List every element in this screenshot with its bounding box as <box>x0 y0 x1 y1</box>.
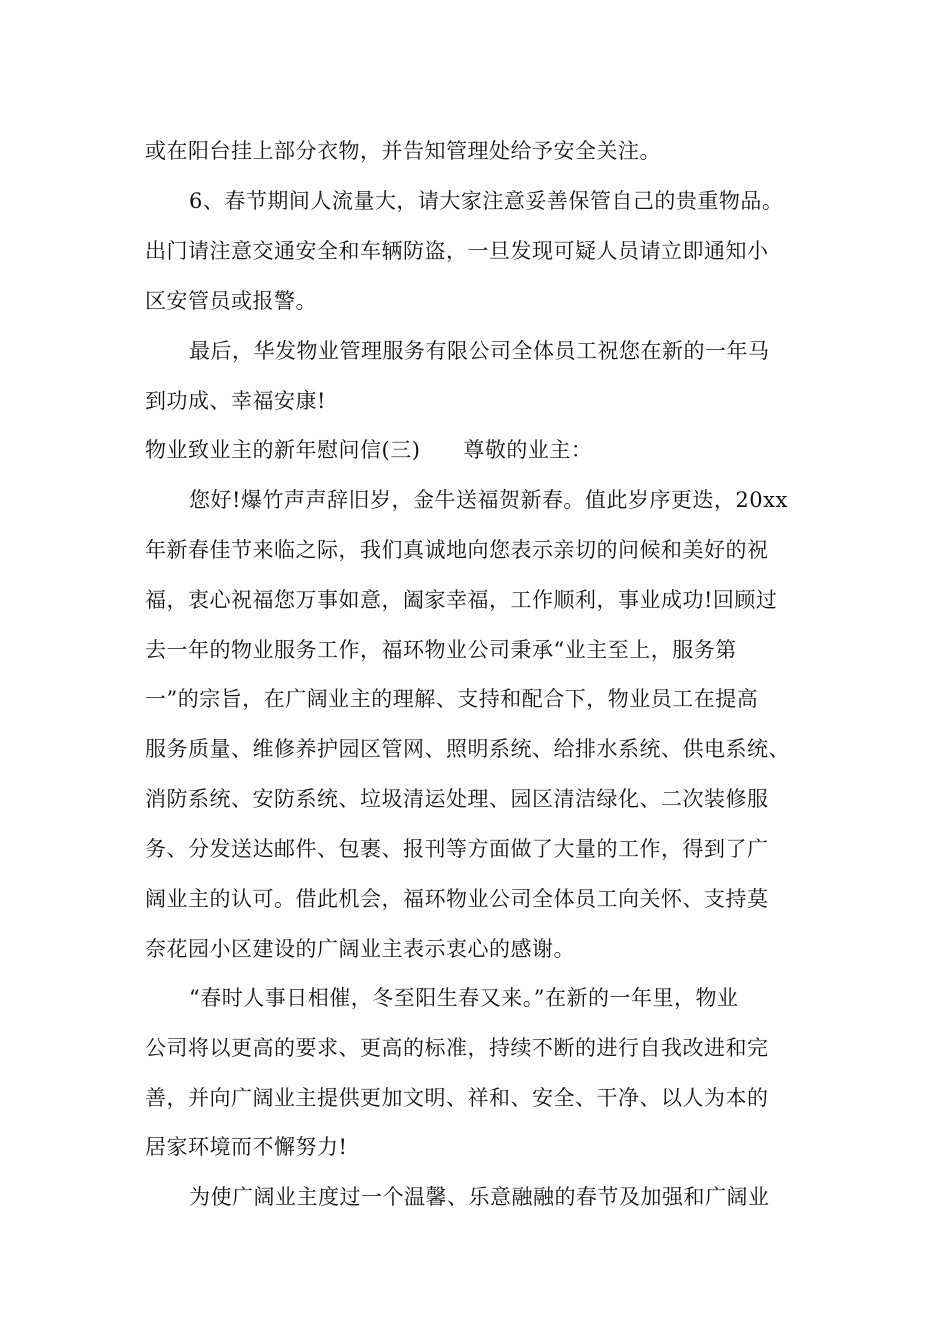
text-line-10: 福，衷心祝福您万事如意，阖家幸福，工作顺利，事业成功!回顾过 <box>145 588 778 612</box>
text-line-11: 去一年的物业服务工作，福环物业公司秉承“业主至上，服务第 <box>145 638 737 662</box>
text-line-3: 出门请注意交通安全和车辆防盗，一旦发现可疑人员请立即通知小 <box>145 239 769 263</box>
text-line-16: 阔业主的认可。借此机会，福环物业公司全体员工向关怀、支持莫 <box>145 887 769 911</box>
section-heading: 物业致业主的新年慰问信(三) 尊敬的业主： <box>145 438 593 462</box>
text-line-15: 务、分发送达邮件、包裹、报刊等方面做了大量的工作，得到了广 <box>145 837 769 861</box>
text-line-5: 最后，华发物业管理服务有限公司全体员工祝您在新的一年马 <box>189 339 770 363</box>
text-line-17: 奈花园小区建设的广阔业主表示衷心的感谢。 <box>145 937 575 961</box>
text-line-20: 善，并向广阔业主提供更加文明、祥和、安全、干净、以人为本的 <box>145 1086 769 1110</box>
text-line-9: 年新春佳节来临之际，我们真诚地向您表示亲切的问候和美好的祝 <box>145 538 769 562</box>
text-line-19: 公司将以更高的要求、更高的标准，持续不断的进行自我改进和完 <box>145 1036 769 1060</box>
text-line-22: 为使广阔业主度过一个温馨、乐意融融的春节及加强和广阔业 <box>189 1185 770 1209</box>
text-line-14: 消防系统、安防系统、垃圾清运处理、园区清洁绿化、二次装修服 <box>145 787 769 811</box>
text-line-18: “春时人事日相催，冬至阳生春又来。”在新的一年里，物业 <box>189 986 739 1010</box>
text-line-6: 到功成、幸福安康! <box>145 389 326 413</box>
text-line-13: 服务质量、维修养护园区管网、照明系统、给排水系统、供电系统、 <box>145 737 790 761</box>
text-line-4: 区安管员或报警。 <box>145 289 317 313</box>
text-line-2: 6、春节期间人流量大，请大家注意妥善保管自己的贵重物品。 <box>189 189 784 213</box>
text-line-8: 您好!爆竹声声辞旧岁，金牛送福贺新春。值此岁序更迭，20xx <box>189 488 788 512</box>
text-line-21: 居家环境而不懈努力! <box>145 1135 348 1159</box>
text-line-12: 一”的宗旨，在广阔业主的理解、支持和配合下，物业员工在提高 <box>145 687 759 711</box>
text-line-1: 或在阳台挂上部分衣物，并告知管理处给予安全关注。 <box>145 139 661 163</box>
